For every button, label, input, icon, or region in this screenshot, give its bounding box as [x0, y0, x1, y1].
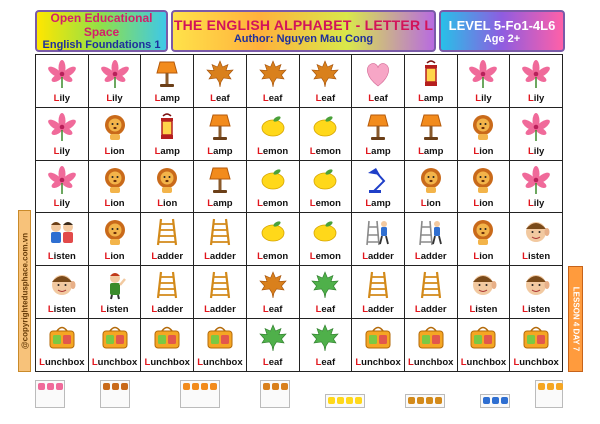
thumbnail-picture [112, 383, 119, 390]
word-card [405, 319, 457, 371]
lunchbox-icon [99, 323, 131, 353]
thumbnail-picture [272, 383, 279, 390]
word-card [141, 55, 193, 107]
listen-face-icon [520, 270, 552, 300]
thumb-lion-icon [100, 380, 130, 408]
author-name: Author: Nguyen Mau Cong [233, 33, 374, 45]
word-card [458, 213, 510, 265]
thumbnail-picture [346, 397, 353, 404]
word-label: Lemon [309, 251, 341, 263]
lion-icon [415, 165, 447, 195]
ladder-icon [415, 270, 447, 300]
thumbnail-picture [492, 397, 499, 404]
word-label: Lamp [154, 92, 180, 104]
word-label: Leaf [262, 356, 283, 368]
lion-icon [467, 165, 499, 195]
lunchbox-icon [520, 323, 552, 353]
thumb-lemon-icon [325, 394, 365, 408]
copyright-strip [18, 210, 31, 372]
thumbnail-picture [426, 397, 433, 404]
word-label: Lion [473, 198, 494, 210]
lunchbox-icon [467, 323, 499, 353]
word-label: Lamp [418, 145, 444, 157]
word-label: Lily [475, 92, 492, 104]
word-label: Ladder [151, 304, 184, 316]
publisher-name: Open Educational Space [50, 11, 153, 39]
word-card [405, 55, 457, 107]
word-label: Ladder [414, 304, 447, 316]
word-label: Lion [104, 251, 125, 263]
lantern-icon [415, 59, 447, 89]
ladder-icon [204, 217, 236, 247]
thumbnail-picture [56, 383, 63, 390]
word-card [352, 108, 404, 160]
copyright-text: @copyrightedusphace.com.vn [20, 232, 29, 350]
word-card [300, 319, 352, 371]
word-card [458, 266, 510, 318]
word-label: Ladder [414, 251, 447, 263]
lunchbox-icon [204, 323, 236, 353]
word-label: Ladder [362, 304, 394, 316]
thumbnail-picture [417, 397, 424, 404]
person-ladder-icon [362, 217, 394, 247]
word-card [300, 213, 352, 265]
word-card [300, 108, 352, 160]
thumb-ladder-icon [405, 394, 445, 408]
word-label: Lily [527, 145, 545, 157]
green-leaf-icon [309, 270, 341, 300]
ladder-icon [204, 270, 236, 300]
lily-flower-icon [46, 59, 78, 89]
kids-listen-icon [46, 217, 78, 247]
lemon-icon [257, 165, 289, 195]
word-card [510, 266, 562, 318]
word-label: Lion [420, 198, 441, 210]
lamp-icon [151, 59, 183, 89]
word-card [194, 213, 246, 265]
lily-flower-icon [520, 165, 552, 195]
thumbnail-picture [183, 383, 190, 390]
word-card [141, 161, 193, 213]
word-card [458, 108, 510, 160]
word-label: Leaf [315, 304, 336, 316]
lemon-icon [309, 112, 341, 142]
word-label: Lily [527, 92, 545, 104]
word-card [194, 55, 246, 107]
word-card [247, 266, 299, 318]
ladder-icon [151, 217, 183, 247]
word-card [510, 161, 562, 213]
word-card [510, 213, 562, 265]
thumbnail-picture [483, 397, 490, 404]
word-card [141, 213, 193, 265]
lemon-icon [309, 217, 341, 247]
word-card [405, 108, 457, 160]
publisher-box [35, 10, 168, 52]
age-range: Age 2+ [483, 32, 521, 45]
word-label: Lamp [365, 198, 391, 210]
word-card [89, 266, 141, 318]
maple-leaf-icon [204, 59, 236, 89]
thumbnail-picture [47, 383, 54, 390]
lily-flower-icon [46, 165, 78, 195]
maple-leaf-icon [257, 59, 289, 89]
word-card [458, 161, 510, 213]
thumbnail-picture [337, 397, 344, 404]
word-card [36, 161, 88, 213]
word-card [36, 108, 88, 160]
thumbnail-picture [538, 383, 545, 390]
thumb-lunchbox-icon [535, 380, 563, 408]
word-card [89, 55, 141, 107]
word-label: Listen [100, 304, 129, 316]
word-label: Lamp [154, 145, 180, 157]
word-label: Listen [522, 251, 551, 263]
listen-face-icon [46, 270, 78, 300]
lily-flower-icon [520, 112, 552, 142]
word-label: Lunchbox [39, 356, 85, 368]
thumbnail-picture [501, 397, 508, 404]
word-label: Lion [473, 251, 494, 263]
word-label: Leaf [315, 356, 336, 368]
word-label: Lion [473, 145, 494, 157]
word-label: Listen [469, 304, 498, 316]
word-label: Lily [106, 92, 123, 104]
word-label: Lily [527, 198, 545, 210]
word-card [247, 108, 299, 160]
word-card [352, 319, 404, 371]
worksheet-header [35, 10, 565, 52]
lion-icon [467, 112, 499, 142]
word-label: Lemon [309, 145, 341, 157]
desk-lamp-icon [362, 165, 394, 195]
ladder-icon [151, 270, 183, 300]
lion-icon [99, 112, 131, 142]
word-label: Lunchbox [144, 356, 190, 368]
word-card [247, 161, 299, 213]
page-title: THE ENGLISH ALPHABET - LETTER L [173, 17, 434, 33]
lion-icon [99, 165, 131, 195]
thumbnail-picture [192, 383, 199, 390]
word-card [89, 319, 141, 371]
word-label: Lily [53, 145, 71, 157]
lunchbox-icon [362, 323, 394, 353]
lion-icon [99, 217, 131, 247]
word-label: Lion [104, 198, 125, 210]
lunchbox-icon [151, 323, 183, 353]
word-card [89, 161, 141, 213]
lion-icon [151, 165, 183, 195]
level-box [439, 10, 565, 52]
word-label: Lily [53, 198, 71, 210]
word-card [405, 161, 457, 213]
word-label: Ladder [362, 251, 394, 263]
boy-listen-icon [99, 270, 131, 300]
thumb-listen-icon [480, 394, 510, 408]
word-card [405, 213, 457, 265]
thumbnail-picture [121, 383, 128, 390]
lily-flower-icon [46, 112, 78, 142]
word-card [141, 108, 193, 160]
word-label: Leaf [262, 304, 283, 316]
word-card [36, 55, 88, 107]
thumb-leaf-icon [260, 380, 290, 408]
word-label: Lemon [257, 145, 289, 157]
lemon-icon [309, 165, 341, 195]
word-card [194, 266, 246, 318]
word-label: Listen [47, 304, 76, 316]
word-label: Lamp [365, 145, 391, 157]
word-card [141, 266, 193, 318]
word-label: Lion [104, 145, 125, 157]
word-card [247, 319, 299, 371]
lamp-icon [415, 112, 447, 142]
word-card [36, 213, 88, 265]
thumbnail-picture [103, 383, 110, 390]
word-label: Ladder [204, 251, 236, 263]
level-code: LEVEL 5-Fo1-4L6 [448, 17, 556, 33]
word-card [89, 108, 141, 160]
word-card [352, 161, 404, 213]
thumbnail-picture [263, 383, 270, 390]
word-card [194, 161, 246, 213]
maple-leaf-icon [309, 59, 341, 89]
lunchbox-icon [415, 323, 447, 353]
listen-face-icon [467, 270, 499, 300]
word-card [352, 55, 404, 107]
lamp-icon [204, 112, 236, 142]
thumbnail-picture [38, 383, 45, 390]
word-card [247, 213, 299, 265]
word-label: Lamp [207, 145, 233, 157]
word-label: Lunchbox [355, 356, 401, 368]
word-card [247, 55, 299, 107]
lemon-icon [257, 112, 289, 142]
word-label: Listen [522, 304, 551, 316]
course-name: English Foundations 1 [42, 39, 161, 51]
thumbnail-picture [556, 383, 563, 390]
green-leaf-icon [309, 323, 341, 353]
word-label: Leaf [262, 92, 283, 104]
word-label: Listen [47, 251, 76, 263]
lesson-strip [568, 266, 583, 372]
word-label: Lunchbox [513, 356, 559, 368]
heart-leaf-icon [362, 59, 394, 89]
person-ladder-icon [415, 217, 447, 247]
word-label: Ladder [204, 304, 236, 316]
word-card [36, 266, 88, 318]
word-card [458, 319, 510, 371]
thumb-lily-icon [35, 380, 65, 408]
word-card [510, 319, 562, 371]
thumbnail-strip [35, 380, 565, 420]
thumbnail-picture [435, 397, 442, 404]
word-card [300, 266, 352, 318]
word-card [89, 213, 141, 265]
thumbnail-picture [328, 397, 335, 404]
word-card [141, 319, 193, 371]
word-label: Lion [157, 198, 178, 210]
thumb-lamp-icon [180, 380, 220, 408]
listen-face-icon [520, 217, 552, 247]
word-label: Leaf [368, 92, 388, 104]
word-grid [35, 54, 563, 372]
lesson-text: LESSON 4 DAY 7 [571, 286, 580, 352]
word-label: Lunchbox [460, 356, 507, 368]
maple-leaf-icon [257, 270, 289, 300]
word-label: Lunchbox [197, 356, 243, 368]
word-label: Leaf [315, 92, 336, 104]
ladder-icon [362, 270, 394, 300]
thumbnail-picture [281, 383, 288, 390]
word-card [510, 55, 562, 107]
lily-flower-icon [520, 59, 552, 89]
word-card [36, 319, 88, 371]
thumbnail-picture [201, 383, 208, 390]
word-card [194, 319, 246, 371]
lion-icon [467, 217, 499, 247]
word-card [352, 213, 404, 265]
word-label: Lunchbox [408, 356, 454, 368]
word-card [194, 108, 246, 160]
thumbnail-picture [408, 397, 415, 404]
lamp-icon [362, 112, 394, 142]
thumbnail-picture [547, 383, 554, 390]
lantern-icon [151, 112, 183, 142]
thumbnail-picture [210, 383, 217, 390]
word-card [300, 55, 352, 107]
green-leaf-icon [257, 323, 289, 353]
word-label: Lamp [207, 198, 233, 210]
word-label: Leaf [210, 92, 230, 104]
word-label: Lunchbox [91, 356, 138, 368]
lamp-icon [204, 165, 236, 195]
lunchbox-icon [46, 323, 78, 353]
lemon-icon [257, 217, 289, 247]
word-label: Lemon [257, 198, 289, 210]
word-label: Lily [53, 92, 71, 104]
word-card [405, 266, 457, 318]
word-card [352, 266, 404, 318]
word-card [458, 55, 510, 107]
word-label: Lamp [418, 92, 444, 104]
title-box [171, 10, 436, 52]
thumbnail-picture [355, 397, 362, 404]
word-label: Lemon [309, 198, 341, 210]
lily-flower-icon [99, 59, 131, 89]
word-card [510, 108, 562, 160]
word-label: Lemon [257, 251, 289, 263]
lily-flower-icon [467, 59, 499, 89]
word-label: Ladder [151, 251, 184, 263]
word-card [300, 161, 352, 213]
